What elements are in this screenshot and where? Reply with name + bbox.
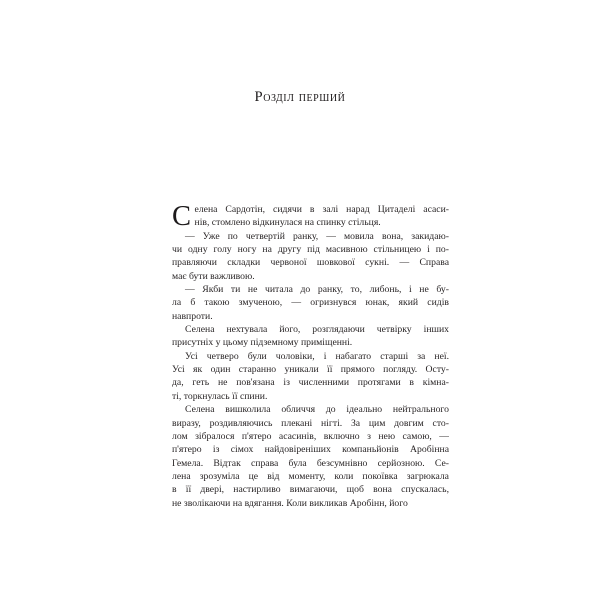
text-line: — Уже по четвертій ранку, — мовила вона, закидаю- <box>185 230 449 242</box>
text-line: Усі як один старанно уникали її прямого погляду. Осту- <box>172 364 449 376</box>
text-line: навпроти. <box>172 310 213 322</box>
text-line: нів, стомлено відкинулася на спинку стільця. <box>194 217 381 229</box>
text-line: — Якби ти не читала до ранку, то, либонь, і не бу- <box>185 284 449 296</box>
text-line: виразу, роздивляючись плекані нігті. За цим довгим сто- <box>172 417 449 429</box>
text-line: лом зібралося п'ятеро асасинів, включно з нею самою, — <box>172 430 449 442</box>
drop-cap: С <box>172 201 192 232</box>
text-line: правляючи складки червоної шовкової сукні. — Справа <box>172 257 449 269</box>
text-line: п'ятеро із сімох найдовіреніших компаньйонів Аробінна <box>172 444 449 456</box>
text-line: чи одну голу ногу на другу під масивною стільницею і по- <box>172 244 449 256</box>
text-line: має бути важливою. <box>172 270 255 282</box>
text-line: ла б такою змученою, — огризнувся юнак, який сидів <box>172 297 449 309</box>
paragraph-3 <box>172 283 449 323</box>
paragraph-1 <box>172 203 449 230</box>
text-line: в її двері, настирливо вимагаючи, щоб вона спускалась, <box>172 484 449 496</box>
paragraph-5 <box>172 350 449 403</box>
text-line: елена Сардотін, сидячи в залі нарад Цитаделі асаси- <box>194 204 449 215</box>
paragraph-6 <box>172 403 449 510</box>
text-line: не зволікаючи на вдягання. Коли викликав Аробінн, його <box>172 497 408 509</box>
text-line: Гемела. Відтак справа була безсумнівно серйозною. Се- <box>172 457 449 469</box>
text-line: Селена вишколила обличчя до ідеально нейтрального <box>185 404 449 416</box>
text-line: лена зрозуміла це від моменту, коли покоївка загрюкала <box>172 470 449 482</box>
body-text-block <box>172 203 449 510</box>
text-line: да, геть не пов'язана із численними протягами в кімна- <box>172 377 449 389</box>
chapter-title: Розділ перший <box>254 89 346 105</box>
text-line: присутніх у цьому підземному приміщенні. <box>172 337 353 349</box>
text-line: ті, торкнулась її спини. <box>172 390 268 402</box>
text-line: Усі четверо були чоловіки, і набагато старші за неї. <box>185 350 449 362</box>
paragraph-4 <box>172 323 449 350</box>
paragraph-2 <box>172 230 449 283</box>
text-line: Селена нехтувала його, розглядаючи четвірку інших <box>185 324 449 336</box>
